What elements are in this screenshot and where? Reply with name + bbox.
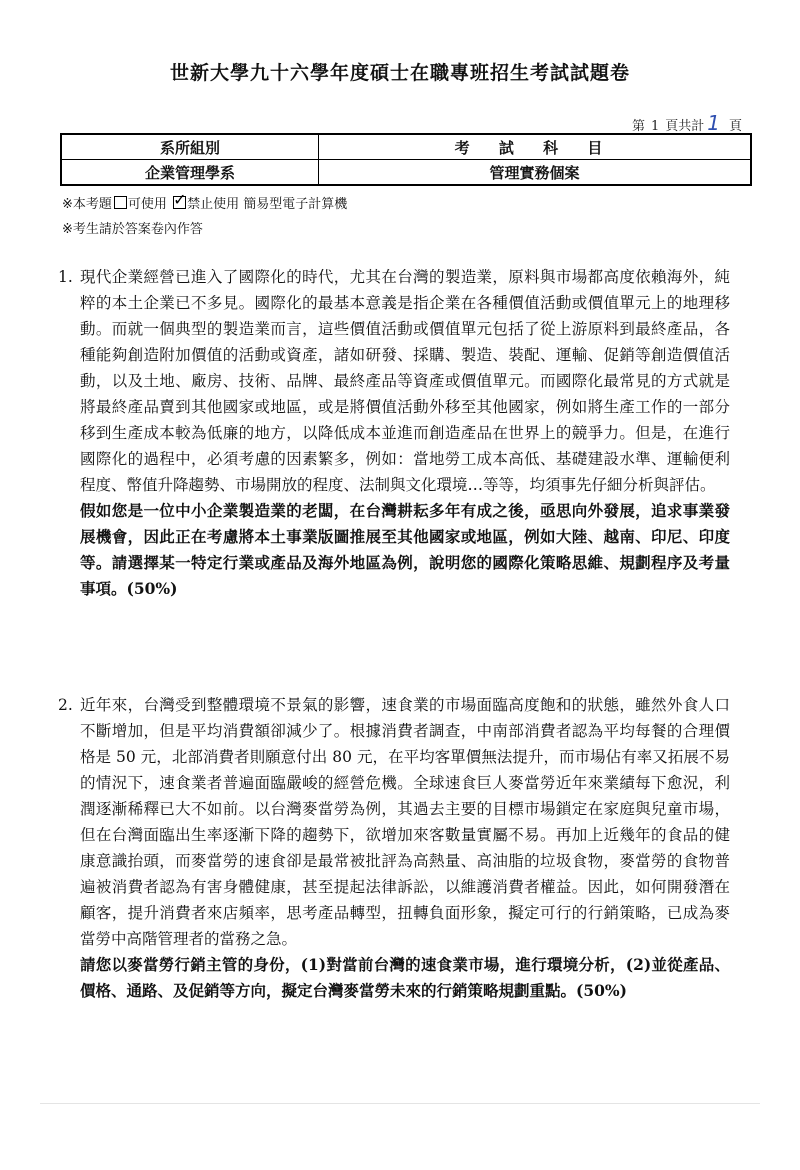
question-prompt: 請您以麥當勞行銷主管的身份，(1)對當前台灣的速食業市場，進行環境分析，(2)並從產品、價格、通路、及促銷等方向，擬定台灣麥當勞未來的行銷策略規劃重點。(50%) [80, 955, 730, 1000]
calculator-notice-prefix: ※本考題 [62, 197, 112, 212]
question-text: 現代企業經營已進入了國際化的時代，尤其在台灣的製造業，原料與市場都高度依賴海外，純粹的本土企業已不多見。國際化的最基本意義是指企業在各種價值活動或價值單元上的地理移動。而就一個典型的製造業而言，這些價值活動或價值單元包括了從上游原料到最終產品，各種能夠創造附加價值的活動或資產，諸如研發、採購、製造、裝配、運輸、促銷等創造價值活動，以及土地、廠房、技術、品牌、最終產品等資產或價值單元。而國際化最常見的方式就是將最終產品賣到其他國家或地區，或是將價值活動外移至其他國家，例如將生產工作的一部分移到生產成本較為低廉的地方，以降低成本並進而創造產品在世界上的競爭力。但是，在進行國際化的過程中，必須考慮的因素繁多，例如：當地勞工成本高低、基礎建設水準、運輸便利程度、幣值升降趨勢、市場開放的程度、法制與文化環境…等等，均須事先仔細分析與評估。 [80, 268, 730, 494]
question-number: 2. [58, 696, 73, 714]
answer-sheet-notice: ※考生請於答案卷內作答 [62, 222, 203, 237]
subject-value-cell: 管理實務個案 [319, 160, 752, 186]
exam-title: 世新大學九十六學年度碩士在職專班招生考試試題卷 [169, 62, 630, 84]
question-1 [58, 264, 730, 602]
page-counter [632, 111, 742, 135]
page-counter-prefix: 第 [631, 119, 645, 134]
calculator-forbidden-label: 禁止使用 [187, 197, 240, 212]
question-text: 近年來，台灣受到整體環境不景氣的影響，速食業的市場面臨高度飽和的狀態，雖然外食人口不斷增加，但是平均消費額卻減少了。根據消費者調查，中南部消費者認為平均每餐的合理價格是 50 元，北部消費者則願意付出 80 元，在平均客單價無法提升，而市場佔有率又拓展不易的情況下，速食業者普遍面臨嚴峻的經營危機。全球速食巨人麥當勞近年來業績每下愈況，利潤逐漸稀釋已大不如前。以台灣麥當勞為例，其過去主要的目標市場鎖定在家庭與兒童市場，但在台灣面臨出生率逐漸下降的趨勢下，欲增加來客數量實屬不易。再加上近幾年的食品的健康意識抬頭，而麥當勞的速食卻是最常被批評為高熱量、高油脂的垃圾食物，麥當勞的食物普遍被消費者認為有害身體健康，甚至提起法律訴訟，以維護消費者權益。因此，如何開發潛在顧客，提升消費者來店頻率，思考產品轉型，扭轉負面形象，擬定可行的行銷策略，已成為麥當勞中高階管理者的當務之急。 [80, 696, 730, 948]
calculator-notice-suffix: 簡易型電子計算機 [243, 197, 348, 212]
page-counter-suffix: 頁 [728, 119, 742, 134]
question-number: 1. [58, 268, 73, 286]
dept-value-cell: 企業管理學系 [61, 160, 319, 186]
dept-header-cell: 系所組別 [61, 134, 319, 160]
page-number: 1 [650, 119, 660, 134]
question-2 [58, 692, 730, 1004]
question-prompt: 假如您是一位中小企業製造業的老闆，在台灣耕耘多年有成之後，亟思向外發展，追求事業發展機會，因此正在考慮將本土事業版圖推展至其他國家或地區，例如大陸、越南、印尼、印度等。請選擇某一特定行業或產品及海外地區為例，說明您的國際化策略思維、規劃程序及考量事項。(50%) [80, 501, 730, 598]
calculator-notice [62, 193, 347, 212]
calculator-allowed-label: 可使用 [127, 197, 167, 212]
page-bottom-rule [40, 1103, 760, 1104]
page-total-handwritten: 1 [707, 111, 720, 135]
calculator-allowed-checkbox[interactable] [114, 196, 127, 209]
page-counter-middle: 頁共計 [665, 119, 705, 134]
subject-header-cell: 考 試 科 目 [319, 134, 752, 160]
calculator-forbidden-checkbox[interactable] [173, 196, 186, 209]
exam-header-table [60, 133, 752, 186]
